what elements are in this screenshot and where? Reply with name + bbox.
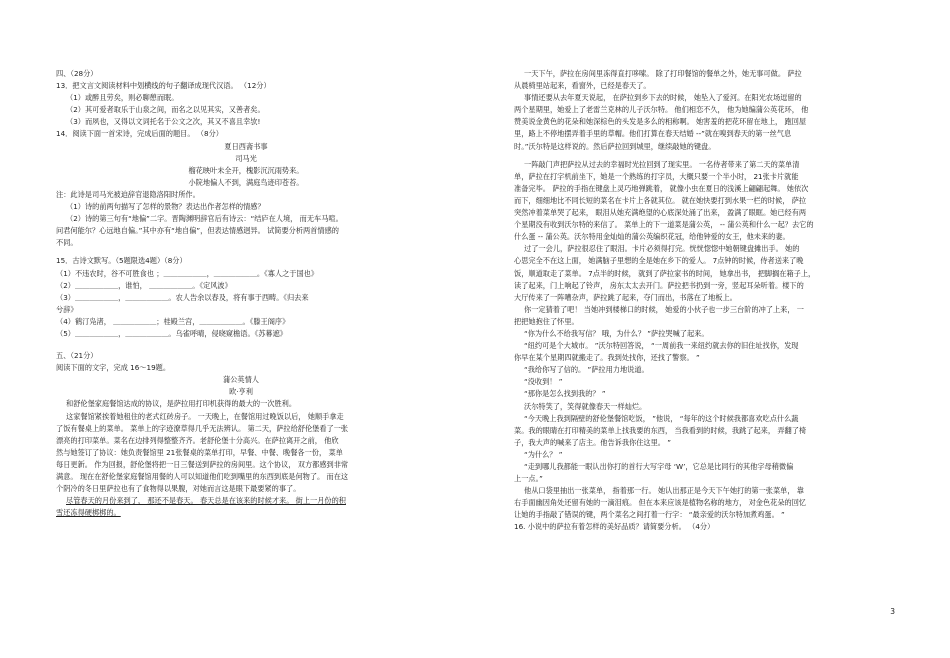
left-column-line: （3）＿＿＿＿＿＿，＿＿＿＿＿＿。农人告余以春及，将有事于西畴。《归去来 <box>56 292 309 302</box>
right-column-line: 读了起来，门上响起了铃声， 房东太太去开门。萨拉把书扔到一旁，竖起耳朵听着。楼下的 <box>514 280 804 290</box>
left-column-line: 尽管春天的月份来到了， 那还不是春天。 春天总是在该来的时候才来。 街上一月份的积 <box>66 496 346 506</box>
left-column-line: （2）＿＿＿＿＿＿，谁怕， ＿＿＿＿＿＿。《定风波》 <box>56 280 232 290</box>
left-column-line: 小院地偏人不到，满庭鸟迹印苍苔。 <box>188 177 304 187</box>
left-column-line: 司马光 <box>235 153 257 163</box>
left-column-line: （5）＿＿＿＿＿＿，＿＿＿＿＿＿。乌雀呼晴，侵晓窥檐语。《苏幕遮》 <box>56 328 287 338</box>
left-column-line: 阅读下面的文字，完成 16～19题。 <box>56 363 171 373</box>
right-column-line: 心思完全不在这上面， 她满脑子里想的全是她在乡下的爱人。 7点钟的时候，侍者送来了晚 <box>514 256 804 266</box>
left-column-line: （3）而夙也，又得以文词托名于公文之次，其又不喜且幸欤! <box>66 117 261 127</box>
left-column-line: （1）诗的前两句描写了怎样的景物？表达出作者怎样的情感？ <box>66 202 265 212</box>
right-column-line: 让她的手指敲了错误的键，两个菜名之间打着一行字： “最亲爱的沃尔特加煮鸡蛋。 ” <box>514 510 785 520</box>
page-number: 3 <box>890 607 895 616</box>
right-column-line: 把把她抱住了怀里。 <box>514 316 579 326</box>
right-column-line: 上一点。” <box>514 474 543 484</box>
right-column-line: 事情还要从去年夏天说起， 在萨拉到乡下去的时候， 她坠入了爱河。在阳光农场逗留的 <box>524 93 802 103</box>
right-column-line: 菜。我的眼睛在打印精美的菜单上找我要的东西， 当我看到的时候，我跳了起来， 弄翻了椅 <box>514 425 807 435</box>
right-column-line: 一天下午，萨拉在房间里冻得直打哆嗦。 除了打印餐馆的餐单之外，她无事可做。 萨拉 <box>524 69 802 78</box>
left-column-line: 注：此诗是司马光被迫辞官退隐洛阳时所作。 <box>56 189 200 199</box>
right-column <box>514 68 894 534</box>
right-column-line: “你为什么不给我写信？ 哦，为什么？ ”萨拉哭喊了起来。 <box>524 328 709 338</box>
right-column-line: 大厅传来了一阵嘈杂声，萨拉跳了起来，夺门而出，书落在了地板上。 <box>514 292 737 302</box>
left-column-line: 四、（28分） <box>56 69 98 78</box>
right-column-line: 过了一会儿，萨拉很忍住了眼泪。卡片必须得打完。恍恍惚惚中她朝键盘摊出手。 她的 <box>524 244 800 254</box>
left-column-line: 蒲公英情人 <box>223 375 259 385</box>
left-column-line: （1）或醉且劳矣，则必聊憩而眠。 <box>66 93 179 103</box>
left-column-line: （4）鹤汀凫渚， ＿＿＿＿＿＿；桂殿兰宫，＿＿＿＿＿＿。《滕王阁序》 <box>56 316 290 326</box>
left-column-line: （2）其可爱者取乐于山泉之间，而名之以见其实，又善者矣。 <box>66 105 265 115</box>
left-column-line: 15．古诗文默写。（5题限选4题）（8分） <box>56 256 187 266</box>
left-column-line: 雪还冻得硬梆梆的。 <box>56 508 121 518</box>
right-column-line: 而下，细细地比不同长短的菜名在卡片上各就其位。 就在她快要打到水果一栏的时候， 萨拉 <box>514 195 807 205</box>
left-column-line: 每日更新。 作为回报，舒伦堡将把一日三餐送到萨拉的房间里。这个协议， 双方都感到非常 <box>56 459 349 469</box>
left-column-line: 问君何能尔？心远地自偏。”其中亦有“地自偏”，但表达情感迥异。 试简要分析两首情感的 <box>56 226 339 236</box>
right-column-line: 一阵敲门声把萨拉从过去的幸福时光拉回到了现实里。 一名侍者带来了第二天的菜单清 <box>524 159 800 169</box>
right-column-line: “那你是怎么找到我的？ ” <box>524 389 606 399</box>
right-column-line: 子，我大声的喊来了店主。他告诉我你住这里。 ” <box>514 437 671 447</box>
left-column-line: 兮辞》 <box>56 304 78 314</box>
right-column-line: 单，萨拉在打字机前坐下，她是一个熟练的打字员，大概只要一个半小时， 21张卡片就能 <box>514 171 799 181</box>
right-column-line: 里，路上不停地摆弄着手里的草帽。他们打算在春天结婚 --”就在嗅到春天的第一丝气息 <box>514 129 792 139</box>
left-column-line: 漂亮的打印菜单。菜名在边排列得整整齐齐。老舒伦堡十分高兴。在萨拉离开之前， 他欣 <box>56 435 339 445</box>
left-column-line: 夏日西斋书事 <box>224 141 268 151</box>
right-column-line: 个星期没有收到沃尔特的来信了。 菜单上的下一道菜是蒲公英， -- 蒲公英和什么一起？去它的 <box>514 220 814 230</box>
left-column-line: 五、（21分） <box>56 351 98 361</box>
right-column-line: 16. 小说中的萨拉有着怎样的美好品质？请简要分析。 （4分） <box>514 522 715 532</box>
right-column-line: 他从口袋里抽出一张菜单， 指着那一行。 她认出那正是今天下午她打的第一张菜单， 靠 <box>524 486 804 496</box>
right-column-line: 右手面幽因角处还留有她的一滴泪痕。 但在本来应该是植物名称的地方， 对金色花朵的回忆 <box>514 498 807 508</box>
left-column-line: 欧·亨利 <box>229 387 253 397</box>
right-column-line: 赞美说金黄色的花朵和她深棕色的头发是多么的相称啊。 她害羞的把花环留在地上， 跑回屋 <box>514 117 807 127</box>
left-column-line: （1）不违农时，谷不可胜食也 ；＿＿＿＿＿＿，＿＿＿＿＿＿。《寡人之于国也》 <box>56 268 319 278</box>
right-column-line: “今天晚上我到隔壁的舒伦堡餐馆吃饭， ”他说， “每年的这个时候我都喜欢吃点什么蔬 <box>524 413 799 423</box>
left-column-line: 这家餐馆紧挨着她租住的老式红砖房子。 一天晚上，在餐馆用过晚饭以后， 她顺手拿走 <box>66 411 344 421</box>
left-column-line: 和舒伦堡家庭餐馆达成的协议，是萨拉用打印机获得的最大的一次胜利。 <box>66 399 297 409</box>
right-column-line: “为什么？ ” <box>524 449 563 459</box>
left-column <box>56 68 436 519</box>
right-column-line: “走到哪儿我都能一眼认出你打的首行大写字母 ‘W’，它总是比同行的其他字母稍微偏 <box>524 462 794 471</box>
right-column-line: “没收到！ ” <box>524 377 563 387</box>
right-column-line: 饭，顺道取走了菜单。 7点半的时候， 就到了萨拉家书的时间， 她拿出书， 把脚搁在箱子上， <box>514 268 816 278</box>
right-column-line: 两个星期里，她爱上了老雷兰克林的儿子沃尔特。 他们相恋不久， 他为她编蒲公英花环， 他 <box>514 105 809 115</box>
left-column-line: 14．阅读下面一首宋诗，完成后面的题目。 （8分） <box>56 129 223 139</box>
right-column-line: 什么蛋 -- 蒲公英。沃尔特用金灿灿的蒲公英编织花冠，给他钟爱的女王，他未来的妻。 <box>514 232 790 242</box>
right-column-line: 沃尔特笑了，笑得就像春天一样灿烂。 <box>524 401 647 411</box>
right-column-line: 准备完毕。 萨拉的手指在键盘上灵巧地弹跳着， 就像小虫在夏日的浅溪上翩翩起舞。 她依次 <box>514 183 809 193</box>
left-column-line: （2）诗的第三句有“地偏”二字。晋陶渊明辞官后有诗云：“结庐在人境， 而无车马喧。 <box>66 214 343 224</box>
right-column-line: “纽约可是个大城市。 ”沃尔特回答说， “一周前我一来纽约就去你的旧住址找你，发现 <box>524 341 799 351</box>
left-column-line: 榴花映叶未全开，槐影沉沉雨势来。 <box>188 165 304 175</box>
right-column-line: 时。”沃尔特是这样说的。然后萨拉回到城里，继续敲她的键盘。 <box>514 141 716 151</box>
left-column-line: 13．把文言文阅读材料中划横线的句子翻译成现代汉语。 （12分） <box>56 81 271 91</box>
left-column-line <box>56 340 436 350</box>
right-column-line: 从晨椅里站起来，看窗外，已经是春天了。 <box>514 81 651 91</box>
right-column-line: “我给你写了信的。 ”萨拉用力地说道。 <box>524 365 649 375</box>
left-column-line: 个阴冷的冬日里萨拉也有了食物得以果腹，对她而言这是眼下最要紧的事了。 <box>56 484 301 494</box>
right-column-line: 你早在某个星期四就搬走了。我到处找你，还找了警察。 ” <box>514 353 700 363</box>
left-column-line: 不同。 <box>56 238 78 248</box>
left-column-line: 满意。 现在在舒伦堡家庭餐馆用餐的人可以知道他们吃到嘴里的东西到底是何物了。 而在这 <box>56 472 349 481</box>
left-column-line: 了饭有餐桌上的菜单。 菜单上的字迹潦草得几乎无法辨认。 第二天，萨拉给舒伦堡看了一张 <box>56 423 349 433</box>
right-column-line: 突然冲着菜单哭了起来， 眼泪从她充满绝望的心底深处涌了出来， 盈满了眼眶。她已经有两 <box>514 208 807 218</box>
right-column-line: 你一定猜着了吧！ 当她冲到楼梯口的时候， 她爱的小伙子也一步三台阶的冲了上来， 一 <box>524 304 804 314</box>
left-column-line: 然与她签订了协议：她负责餐馆里 21张餐桌的菜单打印，早餐、中餐、晚餐各一份， 菜单 <box>56 447 343 457</box>
